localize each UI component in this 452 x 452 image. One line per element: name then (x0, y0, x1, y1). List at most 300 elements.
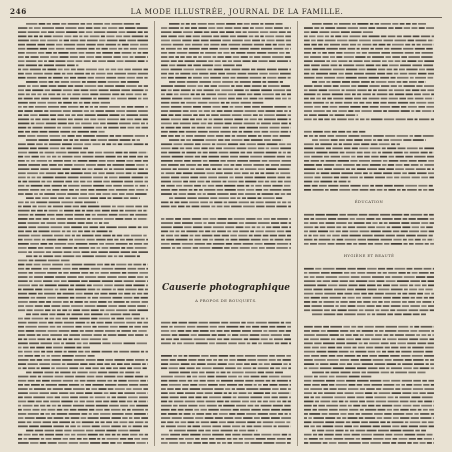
text-word (78, 276, 84, 278)
text-word (254, 131, 260, 133)
text-word (107, 160, 115, 162)
text-word (40, 156, 45, 158)
text-word (174, 338, 180, 340)
text-word (26, 94, 30, 96)
text-word (178, 60, 183, 62)
text-word (304, 44, 310, 46)
text-word (252, 330, 262, 332)
text-word (286, 330, 291, 332)
text-word (59, 210, 62, 212)
text-word (417, 44, 421, 46)
text-word (425, 293, 430, 295)
text-word (205, 168, 210, 170)
text-word (229, 44, 241, 46)
text-word (413, 367, 418, 369)
text-word (357, 114, 358, 116)
text-word (75, 73, 85, 75)
text-word (117, 289, 124, 291)
text-word (130, 430, 141, 432)
text-word (415, 119, 418, 121)
text-word (247, 322, 254, 324)
text-word (237, 355, 244, 357)
text-word (261, 338, 268, 340)
text-word (58, 197, 64, 199)
text-word (426, 106, 434, 108)
text-word (242, 44, 253, 46)
text-word (52, 189, 59, 191)
text-word (328, 351, 338, 353)
text-word (339, 409, 348, 411)
text-word (255, 405, 259, 407)
text-word (138, 289, 144, 291)
text-word (97, 247, 101, 249)
text-word (136, 392, 146, 394)
text-word (24, 239, 32, 241)
text-word (95, 421, 99, 423)
text-word (209, 397, 221, 399)
text-word (28, 380, 35, 382)
text-word (105, 243, 114, 245)
text-word (146, 285, 148, 287)
text-word (194, 380, 199, 382)
text-word (100, 309, 104, 311)
text-word (278, 413, 283, 415)
text-word (23, 409, 31, 411)
text-word (29, 301, 37, 303)
text-word (270, 367, 274, 369)
text-word (238, 397, 249, 399)
text-word (388, 189, 395, 191)
text-word (80, 40, 86, 42)
text-word (304, 172, 315, 174)
text-word (18, 189, 29, 191)
text-word (232, 135, 235, 137)
text-word (53, 426, 64, 428)
text-word (246, 326, 251, 328)
text-word (324, 85, 332, 87)
text-word (18, 114, 22, 116)
text-word (266, 110, 276, 112)
text-word (93, 181, 102, 183)
text-word (70, 272, 80, 274)
text-word (319, 222, 324, 224)
text-word (189, 202, 199, 204)
text-word (316, 172, 319, 174)
text-word (161, 48, 165, 50)
text-word (128, 426, 131, 428)
text-word (378, 289, 389, 291)
text-word (406, 384, 412, 386)
text-word (408, 239, 413, 241)
text-word (383, 297, 391, 299)
text-word (95, 77, 105, 79)
text-word (239, 438, 243, 440)
text-word (97, 114, 108, 116)
text-word (29, 276, 33, 278)
text-word (425, 139, 426, 141)
text-word (177, 81, 185, 83)
text-word (74, 338, 80, 340)
text-word (401, 56, 407, 58)
text-word (232, 69, 241, 71)
text-word (82, 426, 91, 428)
text-word (224, 206, 230, 208)
text-word (211, 206, 215, 208)
text-word (246, 218, 255, 220)
text-word (97, 164, 105, 166)
text-word (265, 98, 274, 100)
text-word (250, 231, 254, 233)
text-word (48, 409, 56, 411)
text-word (74, 247, 77, 249)
text-word (91, 322, 95, 324)
text-word (135, 56, 146, 58)
text-word (206, 114, 210, 116)
text-word (388, 110, 399, 112)
text-word (41, 98, 49, 100)
text-word (89, 363, 96, 365)
text-word (148, 401, 149, 403)
text-word (278, 426, 289, 428)
text-word (324, 309, 330, 311)
text-word (18, 135, 26, 137)
text-word (166, 172, 175, 174)
text-word (390, 430, 401, 432)
text-word (316, 363, 319, 365)
text-word (339, 351, 349, 353)
text-word (97, 305, 107, 307)
text-word (345, 73, 353, 75)
text-word (18, 106, 22, 108)
text-word (58, 272, 62, 274)
text-word (161, 380, 167, 382)
text-word (199, 372, 204, 374)
text-word (117, 235, 122, 237)
text-word (326, 60, 330, 62)
text-word (80, 98, 91, 100)
text-word (194, 31, 202, 33)
text-word (55, 322, 63, 324)
text-word (407, 60, 416, 62)
text-word (422, 285, 427, 287)
text-word (339, 48, 346, 50)
text-word (106, 77, 116, 79)
text-word (209, 102, 220, 104)
text-word (251, 69, 255, 71)
text-word (426, 363, 429, 365)
text-word (393, 409, 398, 411)
text-word (71, 421, 74, 423)
text-word (422, 52, 434, 54)
text-word (82, 413, 88, 415)
text-word (192, 89, 195, 91)
text-word (321, 27, 324, 29)
text-word (29, 280, 32, 282)
text-word (49, 210, 58, 212)
text-word (18, 148, 29, 150)
text-word (396, 119, 406, 121)
text-word (95, 330, 104, 332)
text-word (332, 239, 336, 241)
text-word (135, 160, 142, 162)
text-word (218, 139, 223, 141)
text-word (105, 322, 112, 324)
text-word (190, 434, 200, 436)
text-word (247, 343, 251, 345)
text-word (334, 181, 338, 183)
text-word (112, 434, 116, 436)
text-word (416, 297, 422, 299)
text-word (185, 392, 195, 394)
text-word (67, 94, 71, 96)
text-word (18, 305, 24, 307)
text-word (169, 56, 174, 58)
text-word (278, 177, 286, 179)
text-word (375, 177, 385, 179)
text-word (80, 367, 85, 369)
text-word (58, 52, 68, 54)
text-word (258, 413, 268, 415)
text-word (243, 98, 248, 100)
text-word (136, 405, 148, 407)
text-word (394, 185, 404, 187)
text-word (234, 110, 244, 112)
text-word (68, 135, 75, 137)
text-word (134, 264, 142, 266)
text-word (406, 94, 413, 96)
text-word (53, 438, 61, 440)
text-word (24, 338, 28, 340)
text-word (315, 148, 325, 150)
text-word (309, 89, 317, 91)
text-word (312, 185, 318, 187)
text-word (138, 268, 145, 270)
text-word (355, 338, 361, 340)
text-word (106, 421, 112, 423)
text-word (161, 36, 167, 38)
text-word (245, 89, 249, 91)
text-word (121, 94, 125, 96)
text-word (430, 218, 434, 220)
text-word (161, 235, 165, 237)
text-word (194, 172, 205, 174)
text-word (428, 380, 434, 382)
text-word (224, 110, 232, 112)
text-word (203, 193, 206, 195)
text-word (168, 77, 174, 79)
text-word (208, 27, 215, 29)
text-word (414, 268, 422, 270)
text-word (238, 343, 245, 345)
text-word (146, 359, 148, 361)
text-word (258, 367, 269, 369)
text-word (122, 417, 127, 419)
text-word (319, 139, 329, 141)
text-word (26, 65, 37, 67)
text-word (127, 119, 134, 121)
text-word (321, 172, 330, 174)
text-word (123, 36, 130, 38)
text-word (122, 434, 129, 436)
text-word (304, 434, 312, 436)
text-word (250, 338, 260, 340)
text-word (377, 285, 382, 287)
text-word (384, 222, 388, 224)
text-word (81, 123, 91, 125)
text-word (81, 338, 88, 340)
text-word (271, 148, 279, 150)
text-word (231, 338, 243, 340)
text-word (104, 392, 109, 394)
text-word (116, 152, 123, 154)
text-word (347, 289, 354, 291)
text-word (385, 276, 390, 278)
text-word (145, 334, 148, 336)
text-word (346, 139, 353, 141)
text-word (224, 202, 227, 204)
text-word (315, 226, 319, 228)
text-word (410, 305, 420, 307)
text-word (49, 85, 57, 87)
text-word (161, 69, 169, 71)
text-word (62, 305, 70, 307)
text-word (407, 98, 413, 100)
text-word (46, 438, 52, 440)
text-word (356, 330, 360, 332)
text-word (377, 417, 383, 419)
text-word (25, 56, 29, 58)
text-word (255, 380, 264, 382)
text-word (108, 301, 112, 303)
text-word (102, 343, 110, 345)
text-word (124, 297, 133, 299)
text-word (81, 89, 89, 91)
text-word (347, 131, 352, 133)
text-word (72, 314, 83, 316)
text-word (237, 197, 240, 199)
text-word (140, 185, 146, 187)
text-word (53, 77, 63, 79)
text-word (368, 89, 372, 91)
text-word (257, 218, 262, 220)
text-word (234, 27, 241, 29)
text-word (116, 309, 127, 311)
text-word (378, 409, 386, 411)
text-word (221, 322, 228, 324)
text-word (262, 81, 266, 83)
text-word (25, 326, 36, 328)
text-word (275, 239, 284, 241)
text-word (337, 119, 347, 121)
text-word (267, 40, 275, 42)
text-word (29, 102, 36, 104)
text-word (278, 77, 286, 79)
text-word (18, 322, 27, 324)
text-word (351, 326, 356, 328)
text-word (124, 343, 136, 345)
text-word (46, 52, 52, 54)
text-word (72, 264, 83, 266)
text-word (289, 380, 291, 382)
text-word (325, 27, 335, 29)
text-word (221, 156, 229, 158)
text-word (126, 239, 133, 241)
text-word (310, 222, 318, 224)
text-word (413, 359, 424, 361)
text-word (18, 380, 26, 382)
text-word (304, 60, 313, 62)
text-word (384, 334, 389, 336)
text-word (112, 417, 121, 419)
text-word (258, 135, 262, 137)
text-word (304, 330, 310, 332)
text-word (348, 119, 354, 121)
text-word (400, 285, 408, 287)
text-word (136, 372, 140, 374)
text-word (366, 347, 373, 349)
text-word (136, 189, 144, 191)
text-word (321, 65, 329, 67)
text-word (407, 268, 413, 270)
text-word (377, 314, 387, 316)
text-word (78, 27, 85, 29)
text-word (65, 434, 70, 436)
text-word (105, 384, 116, 386)
text-word (236, 405, 246, 407)
text-word (312, 372, 324, 374)
text-word (304, 177, 313, 179)
text-word (394, 73, 399, 75)
text-word (412, 347, 424, 349)
text-word (57, 326, 61, 328)
text-word (231, 239, 238, 241)
text-word (376, 218, 381, 220)
text-word (179, 193, 187, 195)
text-word (188, 77, 192, 79)
text-word (184, 413, 191, 415)
text-word (138, 110, 148, 112)
text-word (404, 243, 408, 245)
text-word (211, 31, 218, 33)
text-word (64, 210, 74, 212)
text-word (48, 31, 54, 33)
text-word (334, 397, 345, 399)
text-word (67, 65, 75, 67)
text-word (359, 417, 364, 419)
text-word (189, 355, 200, 357)
text-word (424, 60, 434, 62)
text-word (118, 384, 128, 386)
text-word (121, 251, 131, 253)
text-word (269, 326, 275, 328)
text-word (180, 397, 187, 399)
text-word (42, 69, 46, 71)
text-word (362, 106, 368, 108)
text-word (361, 81, 370, 83)
text-word (86, 430, 93, 432)
text-word (64, 36, 71, 38)
text-word (359, 40, 371, 42)
text-word (357, 23, 368, 25)
text-word (358, 85, 368, 87)
text-word (95, 397, 106, 399)
text-word (36, 380, 41, 382)
text-word (95, 56, 101, 58)
text-word (242, 401, 249, 403)
text-word (224, 185, 235, 187)
text-word (77, 347, 82, 349)
text-word (30, 243, 39, 245)
